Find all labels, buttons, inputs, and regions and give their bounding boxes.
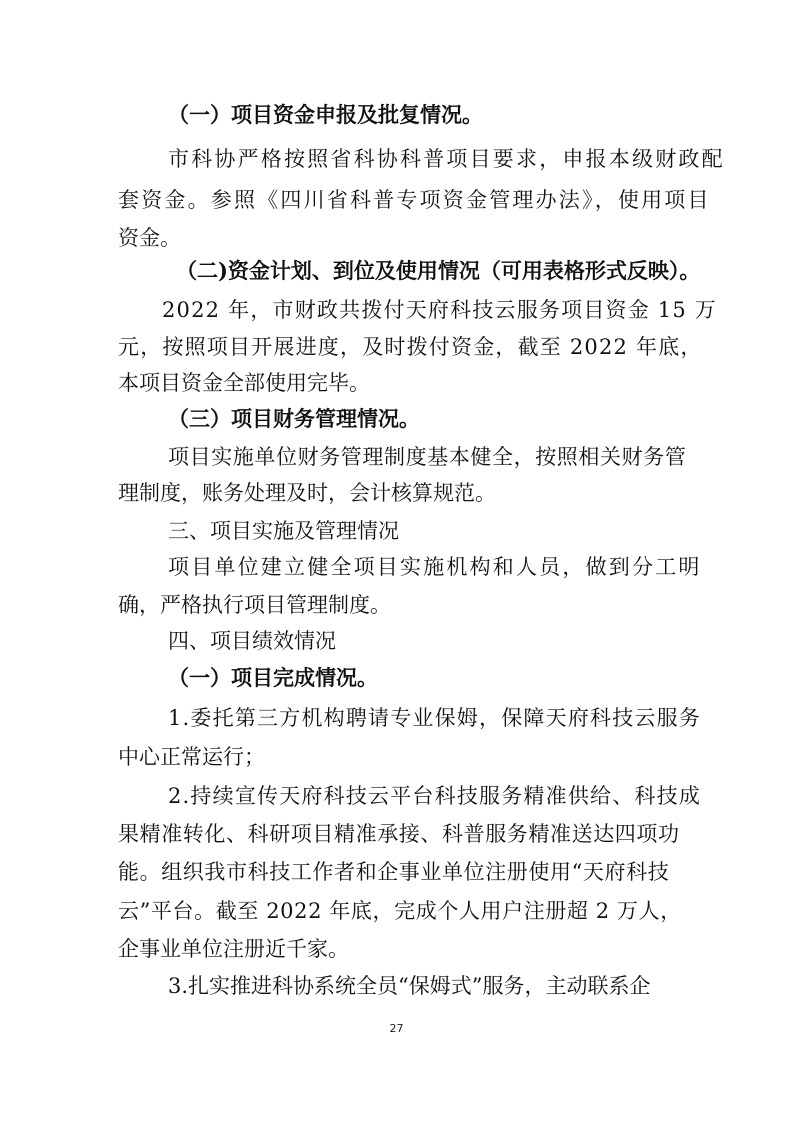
paragraph-line: 确，严格执行项目管理制度。 (118, 593, 391, 617)
section-heading: （一）项目完成情况。 (168, 665, 378, 690)
section-heading: （一）项目资金申报及批复情况。 (168, 102, 483, 127)
list-item-line: 能。组织我市科技工作者和企事业单位注册使用“天府科技 (118, 860, 670, 884)
paragraph-line: 项目实施单位财务管理制度基本健全，按照相关财务管 (168, 445, 687, 469)
section-heading: （三）项目财务管理情况。 (168, 406, 420, 431)
section-heading: 三、项目实施及管理情况 (168, 519, 399, 543)
list-item-line: 企事业单位注册近千家。 (118, 937, 349, 961)
section-heading: （二)资金计划、到位及使用情况（可用表格形式反映）。 (176, 258, 701, 283)
list-item-line: 1.委托第三方机构聘请专业保姆，保障天府科技云服务 (168, 706, 702, 730)
paragraph-line: 2022 年，市财政共拨付天府科技云服务项目资金 15 万 (162, 298, 717, 322)
page-number: 27 (389, 1022, 404, 1035)
paragraph-line: 项目单位建立健全项目实施机构和人员，做到分工明 (168, 555, 702, 579)
list-item-line: 中心正常运行； (118, 745, 265, 769)
list-item-line: 云”平台。截至 2022 年底，完成个人用户注册超 2 万人， (118, 899, 682, 923)
list-item-line: 果精准转化、科研项目精准承接、科普服务精准送达四项功 (118, 822, 680, 846)
list-item-line: 2.持续宣传天府科技云平台科技服务精准供给、科技成 (168, 784, 702, 808)
paragraph-line: 套资金。参照《四川省科普专项资金管理办法》，使用项目 (118, 188, 711, 212)
list-item-line: 3.扎实推进科协系统全员“保姆式”服务，主动联系企 (168, 974, 651, 998)
section-heading: 四、项目绩效情况 (168, 629, 336, 653)
paragraph-line: 资金。 (118, 226, 181, 250)
paragraph-line: 理制度，账务处理及时，会计核算规范。 (118, 481, 496, 505)
paragraph-line: 本项目资金全部使用完毕。 (118, 371, 370, 395)
paragraph-line: 元，按照项目开展进度，及时拨付资金，截至 2022 年底， (118, 335, 703, 359)
paragraph-line: 市科协严格按照省科协科普项目要求，申报本级财政配 (168, 147, 725, 171)
